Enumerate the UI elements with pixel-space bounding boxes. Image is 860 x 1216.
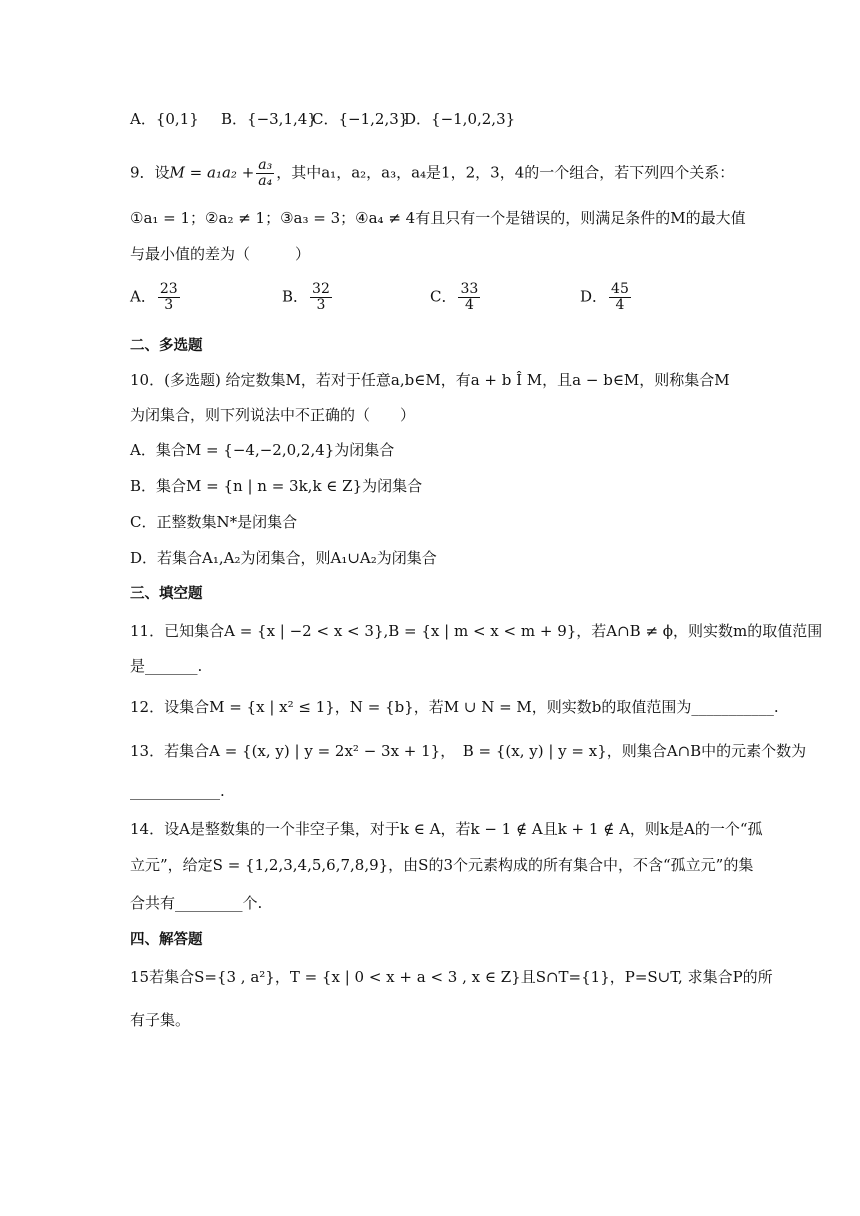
q12-line: 12．设集合M = {x | x² ≤ 1}，N = {b}，若M ∪ N = M，则实数b的取值范围为___________. xyxy=(130,698,779,716)
q9-formula-left: M = a₁a₂ + xyxy=(169,163,255,182)
q14-line3: 合共有_________个. xyxy=(130,894,263,912)
q9-suffix: ，其中a₁，a₂，a₃，a₄是1，2，3，4的一个组合，若下列四个关系： xyxy=(276,163,735,182)
q9-line2: ①a₁ = 1；②a₂ ≠ 1；③a₃ = 3；④a₄ ≠ 4有且只有一个是错误的，则满足条件的M的最大值 xyxy=(130,209,746,227)
q9-frac-den: a₄ xyxy=(258,173,273,189)
q9-stem xyxy=(130,158,734,189)
q14-line2: 立元”，给定S = {1,2,3,4,5,6,7,8,9}，由S的3个元素构成的所有集合中，不含“孤立元”的集 xyxy=(130,856,754,874)
q11-line2: 是_______. xyxy=(130,657,203,675)
q9-option-b: B． $\frac{32}{3}$ xyxy=(282,281,330,313)
q10-option-d: D．若集合A₁,A₂为闭集合，则A₁∪A₂为闭集合 xyxy=(130,549,437,567)
q9-frac-num: a₃ xyxy=(258,157,273,173)
q10-line2: 为闭集合，则下列说法中不正确的（ ） xyxy=(130,406,416,424)
q9-option-d: D． $\frac{45}{4}$ xyxy=(580,281,629,313)
q8-option-d: D．{−1,0,2,3} xyxy=(404,110,516,128)
q9-option-c: C． $\frac{33}{4}$ xyxy=(430,281,479,313)
q10-line1: 10．(多选题) 给定数集M，若对于任意a,b∈M，有a + b Î M，且a − b∈M，则称集合M xyxy=(130,371,730,389)
q9-option-a: A． $\frac{23}{3}$ xyxy=(130,281,178,313)
q10-option-b: B．集合M = {n | n = 3k,k ∈ Z}为闭集合 xyxy=(130,477,423,495)
section-heading-multiple-choice: 二、多选题 xyxy=(130,338,203,354)
q11-line1: 11．已知集合A = {x | −2 < x < 3},B = {x | m < x < m + 9}，若A∩B ≠ ϕ，则实数m的取值范围 xyxy=(130,622,823,640)
q15-line2: 有子集。 xyxy=(130,1011,191,1029)
q15-line1: 15若集合S={3 , a²}，T = {x | 0 < x + a < 3 , x ∈ Z}且S∩T={1}，P=S∪T, 求集合P的所 xyxy=(130,968,773,986)
q9-prefix: 9．设 xyxy=(130,163,170,182)
q8-option-b: B．{−3,1,4} xyxy=(221,110,317,128)
q14-line1: 14．设A是整数集的一个非空子集，对于k ∈ A，若k − 1 ∉ A且k + 1 ∉ A，则k是A的一个“孤 xyxy=(130,820,763,838)
q13-line1: 13．若集合A = {(x, y) | y = 2x² − 3x + 1}， B = {(x, y) | y = x}，则集合A∩B中的元素个数为 xyxy=(130,742,807,760)
section-heading-answer: 四、解答题 xyxy=(130,932,203,948)
q9-line3: 与最小值的差为（ ） xyxy=(130,245,311,263)
q8-option-c: C．{−1,2,3} xyxy=(312,110,409,128)
q10-option-c: C．正整数集N*是闭集合 xyxy=(130,513,298,531)
q10-option-a: A．集合M = {−4,−2,0,2,4}为闭集合 xyxy=(130,441,395,459)
q9-fraction xyxy=(256,158,274,189)
section-heading-fill-in: 三、填空题 xyxy=(130,586,203,602)
q13-line2: ____________. xyxy=(130,782,225,800)
q8-option-a: A．{0,1} xyxy=(130,110,199,128)
